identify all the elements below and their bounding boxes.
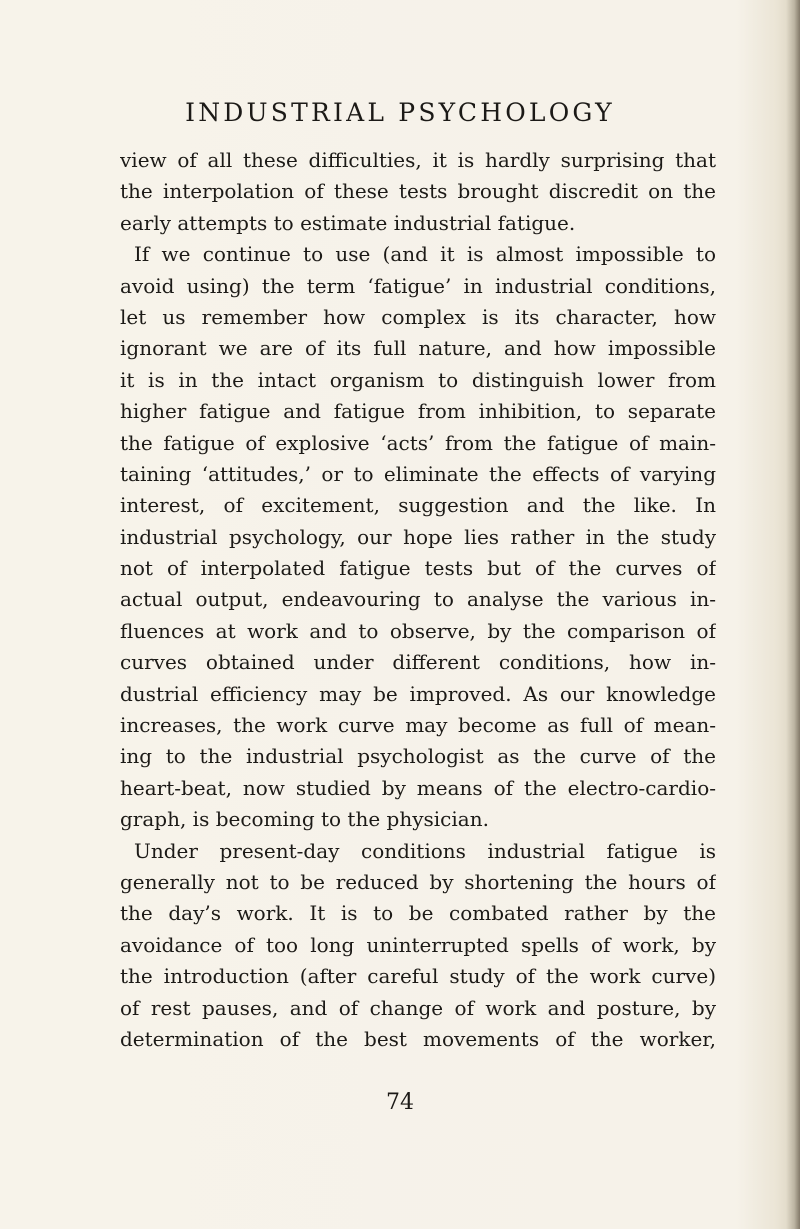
text-line: generally not to be reduced by shortening the hours of xyxy=(120,869,716,894)
text-line: early attempts to estimate industrial fatigue. xyxy=(120,210,576,235)
text-line: industrial psychology, our hope lies rather in the study xyxy=(120,524,716,549)
text-line: of rest pauses, and of change of work and posture, by xyxy=(120,995,716,1020)
text-line: Under present-day conditions industrial fatigue is xyxy=(134,838,716,863)
page-number: 74 xyxy=(386,1090,414,1115)
text-line: it is in the intact organism to distinguish lower from xyxy=(120,367,716,392)
text-line: taining ‘attitudes,’ or to eliminate the effects of varying xyxy=(120,461,716,486)
text-line: higher fatigue and fatigue from inhibition, to separate xyxy=(120,399,716,424)
text-line: dustrial efficiency may be improved. As our knowledge xyxy=(120,681,716,706)
text-line: avoid using) the term ‘fatigue’ in industrial conditions, xyxy=(120,273,716,298)
text-line: curves obtained under different conditions, how in- xyxy=(120,650,716,675)
text-line: view of all these difficulties, it is hardly surprising that xyxy=(120,148,716,172)
text-line: determination of the best movements of the worker, xyxy=(120,1026,716,1051)
text-line: avoidance of too long uninterrupted spells of work, by xyxy=(120,932,716,957)
text-line: the interpolation of these tests brought discredit on the xyxy=(120,179,716,204)
text-line: ignorant we are of its full nature, and how impossible xyxy=(120,336,716,361)
text-line: increases, the work curve may become as full of mean- xyxy=(120,713,716,738)
text-line: not of interpolated fatigue tests but of the curves of xyxy=(120,556,716,581)
text-line: graph, is becoming to the physician. xyxy=(120,807,489,832)
text-line: the day’s work. It is to be combated rather by the xyxy=(120,901,716,926)
text-line: fluences at work and to observe, by the comparison of xyxy=(120,618,716,643)
text-line: If we continue to use (and it is almost impossible to xyxy=(134,242,716,267)
text-line: heart-beat, now studied by means of the electro-cardio- xyxy=(120,775,716,800)
text-line: the introduction (after careful study of the work curve) xyxy=(120,964,716,989)
running-head: INDUSTRIAL PSYCHOLOGY xyxy=(185,98,615,127)
text-line: ing to the industrial psychologist as the curve of the xyxy=(120,744,716,769)
body-text xyxy=(120,145,716,1055)
text-line: actual output, endeavouring to analyse the various in- xyxy=(120,587,716,612)
page-edge-shadow xyxy=(786,0,800,1229)
text-line: let us remember how complex is its character, how xyxy=(120,304,716,329)
text-line: the fatigue of explosive ‘acts’ from the fatigue of main- xyxy=(120,430,716,455)
text-line: interest, of excitement, suggestion and the like. In xyxy=(120,493,716,518)
